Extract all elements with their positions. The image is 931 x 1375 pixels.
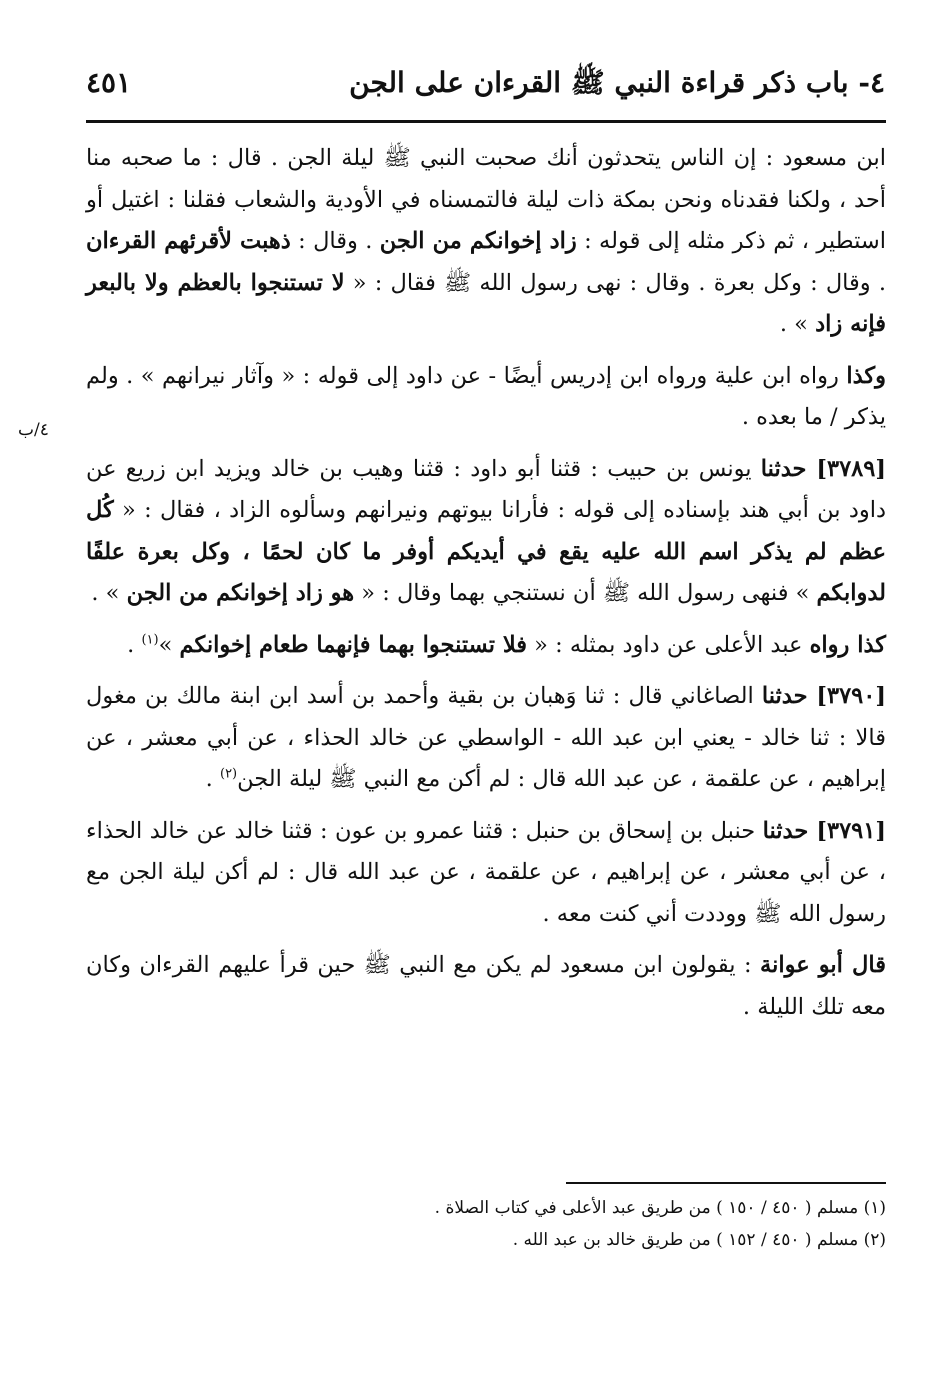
paragraph bbox=[86, 945, 886, 1028]
footnote-2: (٢) مسلم ( ٤٥٠ / ١٥٢ ) من طريق خالد بن عبد الله . bbox=[512, 1230, 886, 1250]
text-run: » . bbox=[91, 580, 127, 606]
text-run: : يقولون ابن مسعود لم يكن مع النبي ﷺ حين قرأ عليهم القرءان وكان معه تلك الليلة . bbox=[86, 952, 886, 1020]
text-run: . bbox=[127, 631, 142, 658]
bold-text: كُل عظم لم يذكر اسم الله عليه يقع في أيديكم أوفر ما كان لحمًا ، وكل بعرة علفًا لدوابكم bbox=[86, 497, 886, 606]
text-run: يونس بن حبيب : قثنا أبو داود : قثنا وهيب بن خالد ويزيد ابن زريع عن داود بن أبي هند بإسناده إلى قوله : فأرانا بيوتهم ونيرانهم وسألوه الزاد ، فقال : « bbox=[86, 455, 886, 523]
bold-text: لا تستنجوا بالعظم ولا بالبعر فإنه زاد bbox=[86, 269, 886, 337]
paragraph bbox=[86, 356, 886, 439]
bold-text: زاد إخوانكم من الجن bbox=[379, 228, 577, 254]
text-run: رواه ابن علية ورواه ابن إدريس أيضًا - عن داود إلى قوله : « وآثار نيرانهم » . ولم يذكر / ما بعده . bbox=[86, 362, 886, 430]
bold-text: [٣٧٩٠] حدثنا bbox=[761, 683, 887, 709]
paragraph bbox=[86, 811, 886, 936]
footnotes bbox=[86, 1192, 886, 1256]
text-run: ابن مسعود : إن الناس يتحدثون أنك صحبت النبي ﷺ ليلة الجن . قال : ما صحبه منا أحد ، ولكنا فقدناه ونحن بمكة ذات ليلة فالتمسناه في الأودية والشعاب فقلنا : اغتيل أو استطير ، ثم ذكر مثله إلى قوله : bbox=[86, 145, 886, 254]
running-header bbox=[80, 62, 885, 112]
footnote-divider bbox=[566, 1182, 886, 1184]
text-run: » . bbox=[779, 311, 816, 337]
body-text bbox=[86, 138, 886, 1038]
text-run: . bbox=[205, 766, 220, 792]
bold-text: قال أبو عوانة bbox=[760, 952, 886, 978]
header-divider bbox=[86, 120, 886, 123]
footnote-ref: (١) bbox=[141, 632, 159, 647]
paragraph bbox=[86, 138, 886, 346]
footnote-1: (١) مسلم ( ٤٥٠ / ١٥٠ ) من طريق عبد الأعلى في كتاب الصلاة . bbox=[434, 1198, 886, 1218]
page-number: ٤٥١ bbox=[86, 66, 132, 99]
text-run: . وقال : bbox=[290, 228, 380, 254]
bold-text: هو زاد إخوانكم من الجن bbox=[126, 580, 355, 606]
text-run: » فنهى رسول الله ﷺ أن نستنجي بهما وقال : « bbox=[354, 580, 817, 606]
margin-folio-note: ٤/ب bbox=[18, 420, 49, 440]
text-run: حنبل بن إسحاق بن حنبل : قثنا عمرو بن عون : قثنا خالد عن خالد الحذاء ، عن أبي معشر ، عن إبراهيم ، عن علقمة ، عن عبد الله قال : لم أكن ليلة الجن مع رسول الله ﷺ ووددت أني كنت معه . bbox=[86, 817, 886, 927]
paragraph bbox=[86, 449, 886, 615]
bold-text: كذا رواه bbox=[809, 631, 886, 658]
bold-text: وكذا bbox=[846, 362, 886, 389]
paragraph bbox=[86, 625, 886, 667]
bold-text: ذهبت لأقرئهم القرءان bbox=[86, 228, 291, 254]
bold-text: [٣٧٩١] حدثنا bbox=[762, 817, 886, 844]
text-run: عبد الأعلى عن داود بمثله : « bbox=[527, 631, 810, 658]
paragraph bbox=[86, 676, 886, 801]
chapter-title: ٤- باب ذكر قراءة النبي ﷺ القرءان على الجن bbox=[349, 66, 885, 99]
text-run: الصاغاني قال : ثنا وَهبان بن بقية وأحمد بن أسد ابن ابنة مالك بن مغول قالا : ثنا خالد - يعني ابن عبد الله - الواسطي عن خالد الحذاء ، عن أبي معشر ، عن إبراهيم ، عن علقمة ، عن عبد الله قال : لم أكن مع النبي ﷺ ليلة الجن bbox=[86, 683, 886, 792]
text-run: » bbox=[158, 631, 180, 658]
bold-text: فلا تستنجوا بهما فإنهما طعام إخوانكم bbox=[179, 631, 528, 658]
bold-text: [٣٧٨٩] حدثنا bbox=[760, 455, 886, 482]
text-run: . وقال : وكل بعرة . وقال : نهى رسول الله ﷺ فقال : « bbox=[344, 269, 886, 296]
footnote-ref: (٢) bbox=[219, 766, 238, 782]
